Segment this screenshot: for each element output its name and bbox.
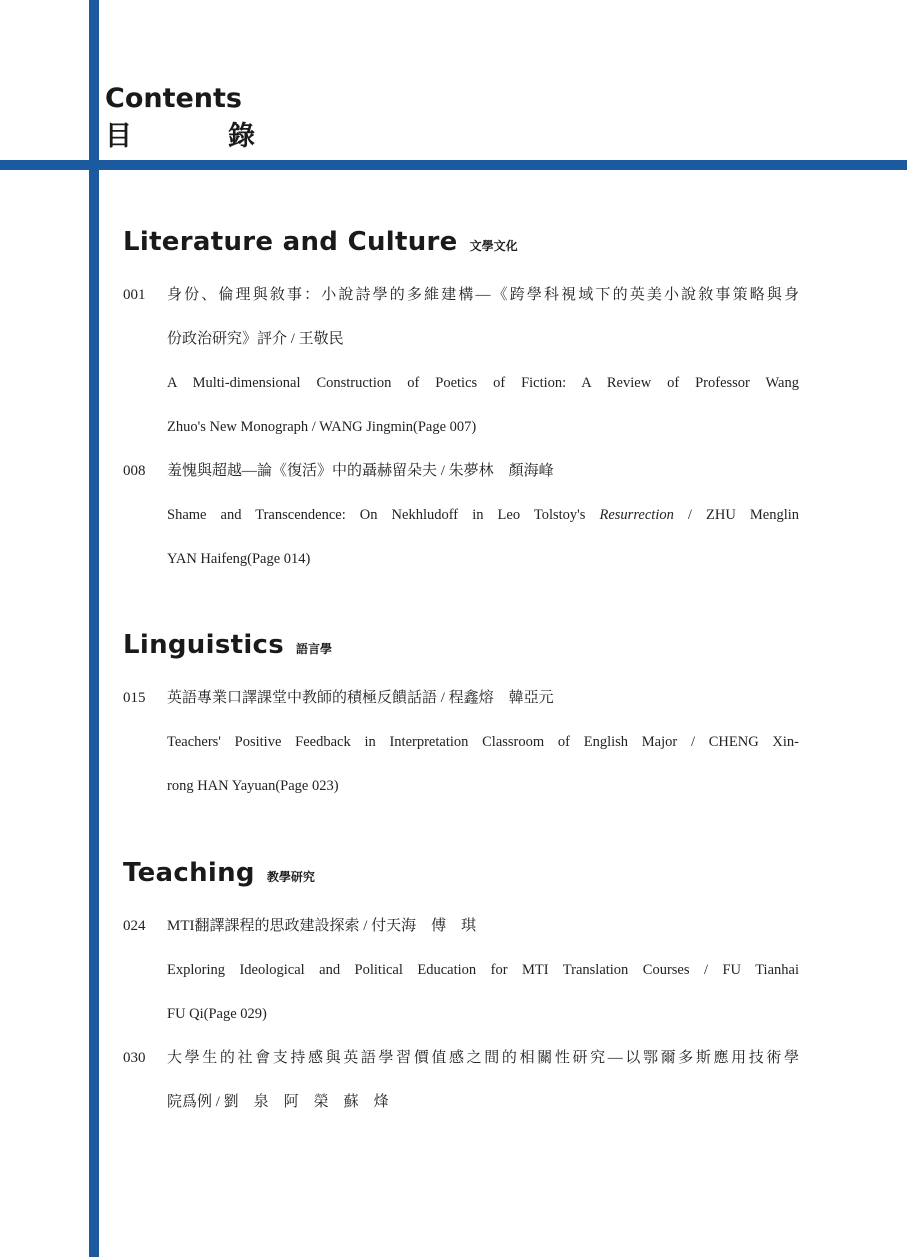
entry-title-zh: 大學生的社會支持感與英語學習價值感之間的相關性研究—以鄂爾多斯應用技術學 [167,1050,799,1066]
section-title-zh: 文學文化 [469,239,518,253]
entry-title-en-part: / ZHU Menglin [687,507,799,523]
page-title-en: Contents [105,83,243,114]
section-title-zh: 教學研究 [266,870,315,884]
section-title-en: Teaching [123,858,255,888]
entry-title-zh: 身份、倫理與敘事：小說詩學的多維建構—《跨學科視域下的英美小說敘事策略與身 [167,287,799,303]
entry-title-en-part: Shame and Transcendence: On Nekhludoff in Leo Tolstoy's [167,507,586,523]
entry-title-en: Exploring Ideological and Political Education for MTI Translation Courses / FU Tianhai [167,962,799,978]
entry-title-zh: 英語專業口譯課堂中教師的積極反饋話語 / 程鑫熔 韓亞元 [167,690,554,706]
section-title-en: Literature and Culture [123,227,458,257]
entry-page-number: 001 [123,287,146,303]
entry-title-en [167,493,799,537]
section-heading [123,858,803,898]
entry-title-zh: 羞愧與超越—論《復活》中的聶赫留朵夫 / 朱夢林 顏海峰 [167,463,554,479]
toc-entry[interactable] [123,904,803,1036]
entry-title-en-cont: YAN Haifeng(Page 014) [167,551,311,567]
entry-title-en: Teachers' Positive Feedback in Interpretation Classroom of English Major / CHENG Xin- [167,734,799,750]
entry-page-number: 008 [123,463,146,479]
section-linguistics [123,630,803,808]
vertical-accent-bar [89,0,99,1257]
section-literature-culture [123,227,803,581]
section-title-en: Linguistics [123,630,285,660]
entry-page-number: 024 [123,918,146,934]
entry-title-en-cont: Zhuo's New Monograph / WANG Jingmin(Page 007) [167,419,477,435]
entry-title-en-cont: rong HAN Yayuan(Page 023) [167,778,339,794]
page-title-zh [105,120,255,154]
toc-entry[interactable] [123,273,803,449]
page-title-zh-char-2: 錄 [228,121,255,152]
toc-entry[interactable] [123,449,803,581]
section-title-zh: 語言學 [296,642,333,656]
entry-title-zh-cont: 份政治研究》評介 / 王敬民 [167,331,344,347]
entry-page-number: 030 [123,1050,146,1066]
toc-entry[interactable] [123,676,803,808]
italic-work-title: Resurrection [599,507,674,523]
entry-page-number: 015 [123,690,146,706]
section-teaching [123,858,803,1124]
entry-title-zh-cont: 院爲例 / 劉 泉 阿 榮 蘇 烽 [167,1094,389,1110]
entry-title-zh: MTI翻譯課程的思政建設探索 / 付天海 傅 琪 [167,918,477,934]
horizontal-accent-bar [0,160,907,170]
page-title-zh-char-1: 目 [105,121,132,152]
section-heading [123,227,803,267]
toc-entry[interactable] [123,1036,803,1124]
entry-title-en-cont: FU Qi(Page 029) [167,1006,267,1022]
section-heading [123,630,803,670]
entry-title-en: A Multi-dimensional Construction of Poetics of Fiction: A Review of Professor Wang [167,375,799,391]
